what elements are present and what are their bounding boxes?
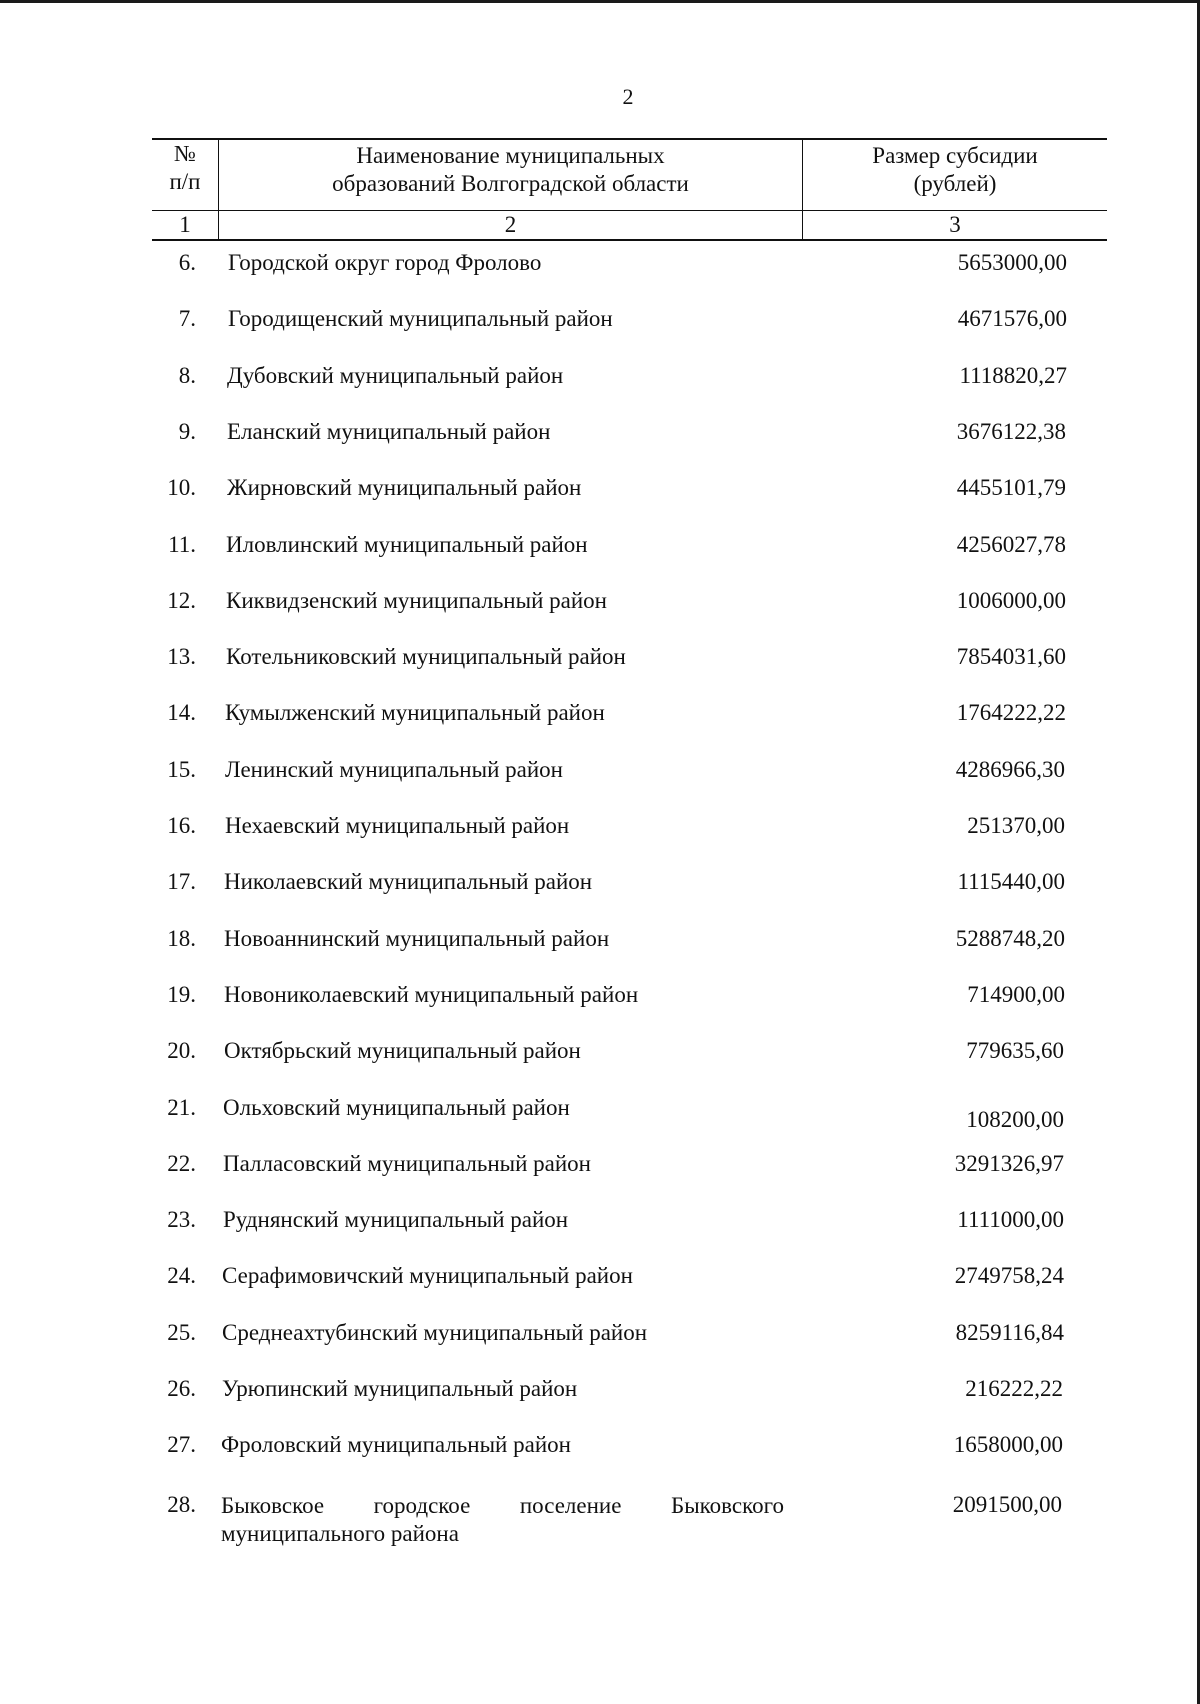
row-amount: 1111000,00 [957, 1207, 1064, 1232]
table-row [0, 1095, 1200, 1135]
row-number: 7. [178, 306, 196, 331]
row-amount: 5288748,20 [955, 926, 1065, 951]
row-amount: 3291326,97 [954, 1151, 1064, 1176]
header-col1-line2: п/п [169, 169, 201, 194]
table-row [0, 1432, 1200, 1472]
row-name: Серафимовичский муниципальный район [222, 1263, 633, 1288]
row-name-word: поселение [519, 1493, 622, 1518]
header-col2-line1: Наименование муниципальных [356, 143, 665, 168]
table-row [0, 1038, 1200, 1078]
row-name: Руднянский муниципальный район [223, 1207, 569, 1232]
row-amount: 714900,00 [967, 982, 1065, 1007]
row-amount: 1006000,00 [956, 588, 1066, 613]
table-row [0, 869, 1200, 909]
table-row [0, 419, 1200, 459]
row-name-word: городское [373, 1493, 471, 1518]
row-number: 18. [167, 926, 196, 951]
row-number: 15. [167, 757, 196, 782]
row-amount: 5653000,00 [957, 250, 1067, 275]
row-name: Николаевский муниципальный район [224, 869, 593, 894]
table-row [0, 926, 1200, 966]
col-number-2: 2 [504, 212, 517, 237]
row-name: Нехаевский муниципальный район [225, 813, 570, 838]
row-amount: 1115440,00 [957, 869, 1065, 894]
row-number: 13. [167, 644, 196, 669]
table-row [0, 813, 1200, 853]
row-name: Еланский муниципальный район [227, 419, 551, 444]
row-name-word: Быковского [671, 1493, 784, 1518]
header-col1 [152, 140, 218, 196]
row-name: Котельниковский муниципальный район [226, 644, 626, 669]
row-number: 9. [178, 419, 196, 444]
row-name-word: Быковское [221, 1493, 325, 1518]
header-col2-line2: образований Волгоградской области [332, 171, 689, 196]
row-amount: 7854031,60 [956, 644, 1066, 669]
row-amount: 2091500,00 [952, 1492, 1062, 1517]
row-name: Иловлинский муниципальный район [226, 532, 588, 557]
table-row [0, 982, 1200, 1022]
col-number-1: 1 [179, 212, 191, 237]
row-name: Фроловский муниципальный район [221, 1432, 571, 1457]
row-amount: 216222,22 [965, 1376, 1063, 1401]
row-name: Жирновский муниципальный район [227, 475, 582, 500]
row-amount: 1118820,27 [959, 363, 1067, 388]
table-row [0, 306, 1200, 346]
row-amount: 4455101,79 [956, 475, 1066, 500]
header-col3 [803, 142, 1107, 198]
row-number: 22. [167, 1151, 196, 1176]
row-name: Октябрьский муниципальный район [224, 1038, 581, 1063]
row-number: 27. [167, 1432, 196, 1457]
table-row [0, 700, 1200, 740]
row-name: Дубовский муниципальный район [227, 363, 564, 388]
row-amount: 8259116,84 [955, 1320, 1064, 1345]
header-col2 [219, 142, 802, 198]
table-row [0, 532, 1200, 572]
header-col3-line1: Размер субсидии [872, 143, 1038, 168]
row-amount: 1658000,00 [953, 1432, 1063, 1457]
table-row [0, 588, 1200, 628]
row-number: 26. [167, 1376, 196, 1401]
row-number: 16. [167, 813, 196, 838]
row-number: 19. [167, 982, 196, 1007]
row-number: 17. [167, 869, 196, 894]
header-bottom-rule [152, 239, 1107, 241]
row-name-line2: муниципального района [221, 1521, 459, 1546]
row-amount: 1764222,22 [956, 700, 1066, 725]
row-name-line1 [221, 1492, 784, 1520]
table-row [0, 475, 1200, 515]
table-row [0, 1320, 1200, 1360]
row-amount: 4256027,78 [956, 532, 1066, 557]
table-row-last [0, 1492, 1200, 1562]
row-number: 10. [167, 475, 196, 500]
row-name: Среднеахтубинский муниципальный район [222, 1320, 648, 1345]
row-number: 12. [167, 588, 196, 613]
row-name: Урюпинский муниципальный район [222, 1376, 578, 1401]
table-row [0, 250, 1200, 290]
row-number: 20. [167, 1038, 196, 1063]
table-row [0, 363, 1200, 403]
row-amount: 2749758,24 [954, 1263, 1064, 1288]
page-edge-top [0, 0, 1200, 3]
row-number: 23. [167, 1207, 196, 1232]
table-row [0, 644, 1200, 684]
header-col3-line2: (рублей) [913, 171, 997, 196]
row-name: Ольховский муниципальный район [223, 1095, 570, 1120]
header-top-rule [152, 138, 1107, 140]
row-number: 8. [178, 363, 196, 388]
row-name: Новониколаевский муниципальный район [224, 982, 639, 1007]
row-number: 25. [167, 1320, 196, 1345]
header-col1-line1: № [174, 141, 196, 166]
row-amount: 251370,00 [967, 813, 1065, 838]
row-name: Киквидзенский муниципальный район [226, 588, 607, 613]
row-amount: 108200,00 [966, 1107, 1064, 1132]
row-number: 24. [167, 1263, 196, 1288]
row-number: 6. [178, 250, 196, 275]
table-row [0, 1151, 1200, 1191]
row-number: 21. [167, 1095, 196, 1120]
col-number-3: 3 [949, 212, 961, 237]
row-amount: 4286966,30 [955, 757, 1065, 782]
row-number: 28. [167, 1492, 196, 1517]
table-row [0, 757, 1200, 797]
row-name: Городищенский муниципальный район [228, 306, 613, 331]
row-amount: 4671576,00 [957, 306, 1067, 331]
row-number: 11. [168, 532, 196, 557]
table-row [0, 1263, 1200, 1303]
row-name: Ленинский муниципальный район [225, 757, 563, 782]
row-name: Городской округ город Фролово [228, 250, 542, 275]
table-row [0, 1207, 1200, 1247]
table-header [152, 138, 1107, 241]
row-number: 14. [167, 700, 196, 725]
page-number: 2 [622, 84, 634, 109]
row-name: Палласовский муниципальный район [223, 1151, 591, 1176]
table-row [0, 1376, 1200, 1416]
row-name: Новоаннинский муниципальный район [224, 926, 610, 951]
row-amount: 779635,60 [966, 1038, 1064, 1063]
row-name [221, 1492, 784, 1548]
row-amount: 3676122,38 [956, 419, 1066, 444]
row-name: Кумылженский муниципальный район [225, 700, 605, 725]
